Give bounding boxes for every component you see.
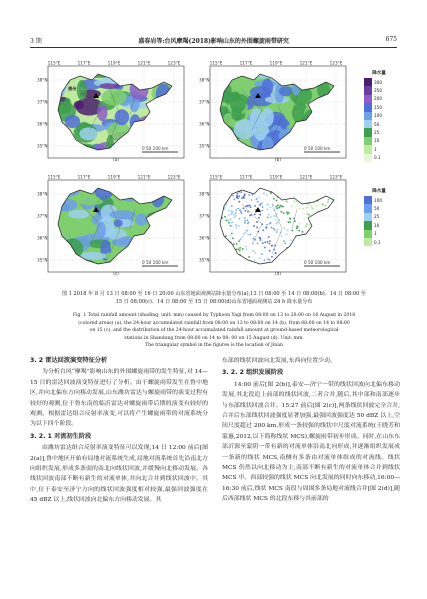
legend-swatch (364, 221, 372, 229)
legend-swatch (364, 204, 372, 212)
lat-tick-label: 35°N (198, 257, 210, 263)
legend-top-level (364, 78, 394, 86)
lon-tick-label: 123°E (167, 60, 181, 66)
subsection-heading: 3. 2. 1 对流初生阶段 (30, 432, 92, 440)
figure-caption-en (28, 312, 400, 350)
legend-swatch (364, 112, 372, 120)
paragraph: 东部的线状回波向北发展,东西向位置少动。 (222, 358, 336, 364)
legend-bottom-level (364, 230, 394, 238)
legend-label: 0.1 (374, 239, 381, 245)
lat-tick-label: 38°N (198, 77, 210, 83)
running-header (30, 36, 397, 48)
lat-tick-label: 36°N (36, 235, 48, 241)
legend-top-level (364, 103, 394, 111)
paragraph: 由潍坊雷达组合反射率演变特征可以发现,14 日 12:00 前后[图 2(a)],鲁中地区开始有局地对流系统生成,局地对流系统首先沿南北方向组织发展,形成多条弱的南北向线状回波,并缓慢向北移动发展。各线状回波南部不断有新生的对流单体,并向北合并到线状回波中。其中,位于泰安至济宁方向的线状回波强度相对较强,最强回波强度在 45 dBZ 以上,线状回波向北偏东方向移动发展。其 (30, 445, 208, 504)
legend-top-level (364, 112, 394, 120)
map-svg (36, 60, 192, 164)
legend-swatch (364, 86, 372, 94)
lon-tick-label: 121°E (299, 60, 313, 66)
lon-tick-label: 123°E (167, 174, 181, 180)
lon-tick-label: 121°E (299, 174, 313, 180)
lat-tick-label: 37°N (36, 99, 48, 105)
lon-tick-label: 117°E (239, 60, 253, 66)
lat-tick-label: 38°N (36, 191, 48, 197)
legend-label: 1 (374, 231, 377, 237)
lat-tick-label: 37°N (198, 213, 210, 219)
legend-top-level (364, 137, 394, 145)
lon-tick-label: 119°E (107, 60, 121, 66)
lat-tick-label: 36°N (198, 121, 210, 127)
map-svg (36, 174, 192, 278)
map-panel-c (36, 174, 192, 278)
issue-number: 3 期 (30, 38, 42, 45)
city-label: 德州 (68, 86, 77, 91)
legend-swatch (364, 128, 372, 136)
legend-swatch (364, 95, 372, 103)
lon-tick-label: 117°E (239, 174, 253, 180)
legend-swatch (364, 145, 372, 153)
lat-tick-label: 35°N (36, 257, 48, 263)
legend-top-level (364, 145, 394, 153)
legend-label: 0.1 (374, 155, 381, 161)
right-column (222, 356, 400, 505)
paragraph: 14:00 前后[图 2(b)],泰安—济宁一带的线状回波向北偏东移动发展,其北段追上前部的线状回波,二者合并,随后,其中部和南部逐步与东部线状回波合并。15:27 前后[图 2(c)],两条线状回波完全合并,合并后东部线状回波强度显著加强,最强回波强度达 50 dBZ 以上,空间尺度超过 200 km,形成一条较强的线状中尺度对流系统(王晓芳和蒙惠,2012,以下简称线状 MCS),螺旋雨带初步形成。同时,在山东东部沂源至蒙阴一带有新的对流单体沿南北向形成,并逐渐组织发展成一条新的线状 MCS,南侧有多条由对流单体组成的对流线。线状 MCS 仍然以向北移动为主,南部不断有新生的对流单体合并到线状 MCS 中。西部较强的线状 MCS 向北发展的同时向东移动,16:00—16:30 前后,线状 MCS 南段与周围多条局地对流线合并[图 2(d)],随后西部线状 MCS 的北段东移与其前部的 (222, 381, 400, 503)
legend-label: 200 (374, 96, 382, 102)
lat-tick-label: 35°N (198, 143, 210, 149)
map-panel-b (198, 60, 354, 164)
map-svg (198, 174, 354, 278)
legend-top-level (364, 95, 394, 103)
lon-tick-label: 123°E (329, 174, 343, 180)
figure-caption-cn (28, 290, 400, 306)
legend-swatch (364, 78, 372, 86)
running-title: 盛春岩等:台风摩羯(2018)影响山东的外围螺旋雨带研究 (138, 38, 289, 45)
caption-en-line: stations in Shandong from 08:00 on 14 to 08: 00 on 15 August (d). Unit: mm. (124, 335, 304, 341)
legend-bottom-level (364, 196, 394, 204)
scale-label: 0 50 100 km (142, 260, 169, 265)
legend-swatch (364, 213, 372, 221)
scale-label: 0 50 100 km (142, 146, 169, 151)
figure-1 (30, 56, 400, 284)
legend-label: 25 (374, 214, 380, 220)
legend-label: 25 (374, 130, 380, 136)
lon-tick-label: 115°E (209, 174, 223, 180)
legend-swatch (364, 154, 372, 162)
left-column (30, 356, 208, 506)
legend-top (364, 70, 394, 162)
legend-label: 10 (374, 222, 380, 228)
legend-top-level (364, 154, 394, 162)
lat-tick-label: 36°N (198, 235, 210, 241)
map-panel-d (198, 174, 354, 278)
legend-label: 50 (374, 206, 380, 212)
lon-tick-label: 117°E (77, 60, 91, 66)
lon-tick-label: 119°E (269, 60, 283, 66)
legend-top-level (364, 120, 394, 128)
caption-en-line: Fig. 1 Total rainfall amount (shading, unit: mm) caused by Typhoon Yagi from 08:00 on 13 to 20:00 on 16 August in 2018 (72, 313, 356, 318)
paragraph: 为分析台风“摩羯”影响山东的外围螺旋雨带的发生特征,对 14—15 日的雷达回波演变特征进行了分析。由于螺旋雨带发生在鲁中地区,并向北偏东方向移动发展,山东潍坊雷达与螺旋雨带的演变过程有较好的观测,位于鲁东南的临沂雷达对螺旋雨带后期的演变有较好的观测。根据雷达组合反射率演变,可以将产生螺旋雨带的对流系统分为以下四个阶段。 (30, 369, 208, 428)
lon-tick-label: 121°E (137, 174, 151, 180)
lon-tick-label: 121°E (137, 60, 151, 66)
legend-label: 1 (374, 146, 377, 152)
lat-tick-label: 38°N (36, 77, 48, 83)
panel-label: (a) (113, 157, 119, 162)
lat-tick-label: 37°N (198, 99, 210, 105)
map-svg (198, 60, 354, 164)
lon-tick-label: 119°E (269, 174, 283, 180)
legend-swatch (364, 120, 372, 128)
legend-swatch (364, 230, 372, 238)
caption-en-line: (colored areas) (a), the 24-hour accumulated rainfall from 08:00 on 13 to 08:00 on 14 (b), from 08:00 on 14 to 08:00 (78, 320, 350, 326)
caption-cn-line: 15 日 08:00(c)、14 日 08:00 至 15 日 08:00(d)山东省地面观测站 24 h 降水量分布 (115, 299, 313, 306)
lon-tick-label: 119°E (107, 174, 121, 180)
legend-label: 300 (374, 79, 382, 85)
panel-label: (d) (275, 271, 281, 276)
legend-label: 100 (374, 113, 382, 119)
legend-swatch (364, 103, 372, 111)
legend-bottom-level (364, 238, 394, 246)
legend-label: 10 (374, 138, 380, 144)
subsection-heading: 3. 2. 2 组织发展阶段 (222, 369, 284, 377)
lat-tick-label: 35°N (36, 143, 48, 149)
legend-top-level (364, 86, 394, 94)
caption-en-line: The triangular symbol in the figures is the location of Jinan (145, 343, 283, 349)
legend-bottom-level (364, 221, 394, 229)
legend-top-level (364, 128, 394, 136)
map-panel-a (36, 60, 192, 164)
legend-bottom-title: 降水量 (372, 189, 386, 194)
legend-label: 100 (374, 197, 382, 203)
panel-label: (b) (275, 157, 281, 162)
scale-label: 0 50 100 km (304, 146, 331, 151)
legend-bottom-level (364, 204, 394, 212)
legend-label: 250 (374, 88, 382, 94)
lon-tick-label: 115°E (47, 174, 61, 180)
legend-label: 50 (374, 121, 380, 127)
scale-label: 0 50 100 km (304, 260, 331, 265)
legend-top-title: 降水量 (372, 71, 386, 76)
lon-tick-label: 115°E (47, 60, 61, 66)
caption-cn-line: 图 1 2018 年 8 月 13 日 08:00 至 16 日 20:00 山东省地面观测站降水量分布(a),13 日 08:00 至 14 日 08:00(b)、14 日 08:00 至 (61, 291, 367, 297)
lon-tick-label: 117°E (77, 174, 91, 180)
page-number: 675 (385, 36, 397, 43)
panel-label: (c) (113, 271, 119, 276)
lon-tick-label: 115°E (209, 60, 223, 66)
section-heading: 3. 2 雷达回波演变特征分析 (30, 357, 108, 364)
lat-tick-label: 38°N (198, 191, 210, 197)
lat-tick-label: 37°N (36, 213, 48, 219)
lat-tick-label: 36°N (36, 121, 48, 127)
legend-swatch (364, 137, 372, 145)
caption-en-line: on 15 (c), and the distribution of the 24-hour accumulated rainfall amount at ground-based meteorological (89, 328, 339, 334)
legend-label: 150 (374, 104, 382, 110)
legend-bottom (364, 188, 394, 246)
lon-tick-label: 123°E (329, 60, 343, 66)
legend-swatch (364, 238, 372, 246)
legend-swatch (364, 196, 372, 204)
legend-bottom-level (364, 213, 394, 221)
